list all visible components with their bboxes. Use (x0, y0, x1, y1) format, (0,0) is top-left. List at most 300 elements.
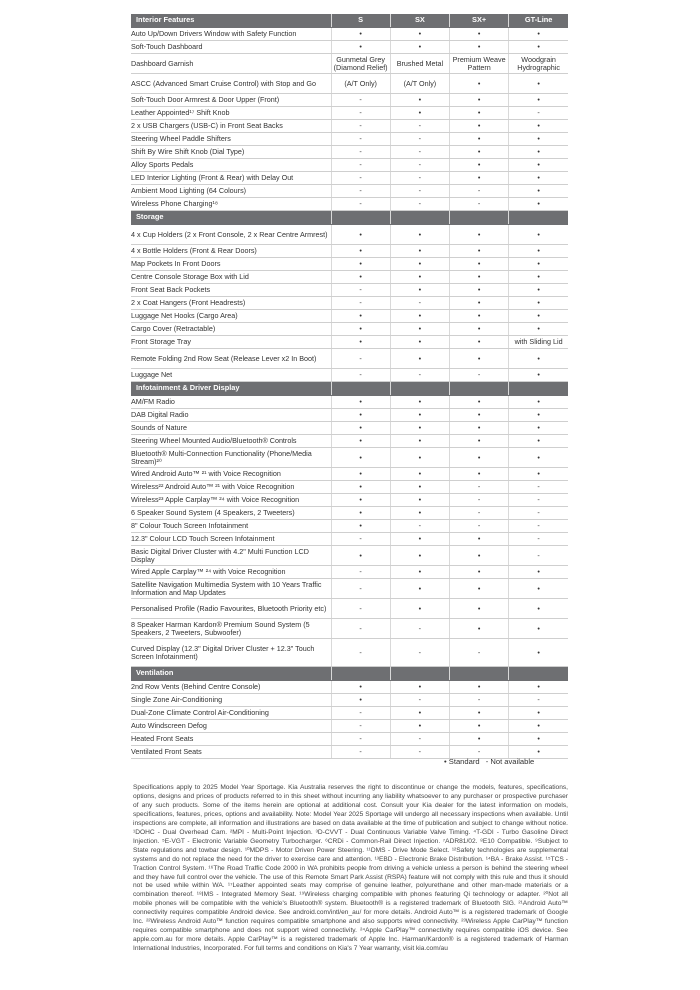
feature-value: • (450, 94, 509, 107)
feature-value: • (450, 579, 509, 599)
feature-value: - (509, 694, 568, 707)
feature-value: • (509, 323, 568, 336)
feature-name: 2 x Coat Hangers (Front Headrests) (131, 297, 331, 310)
table-row (131, 349, 568, 369)
feature-value: • (450, 133, 509, 146)
table-row (131, 619, 568, 639)
feature-value: - (331, 120, 390, 133)
feature-value: • (450, 566, 509, 579)
feature-name: 8 Speaker Harman Kardon® Premium Sound System (5 Speakers, 2 Tweeters, Subwoofer) (131, 619, 331, 639)
legend (440, 757, 534, 766)
feature-value: - (390, 733, 449, 746)
feature-value: • (450, 172, 509, 185)
table-row (131, 146, 568, 159)
table-row (131, 448, 568, 468)
feature-value: • (390, 284, 449, 297)
feature-name: 6 Speaker Sound System (4 Speakers, 2 Tweeters) (131, 507, 331, 520)
feature-value: • (390, 323, 449, 336)
table-row (131, 720, 568, 733)
feature-name: Ambient Mood Lighting (64 Colours) (131, 185, 331, 198)
feature-value: • (509, 185, 568, 198)
feature-value: • (450, 245, 509, 258)
feature-value: • (509, 369, 568, 382)
feature-value: • (450, 159, 509, 172)
feature-value: • (450, 681, 509, 694)
feature-name: 2nd Row Vents (Behind Centre Console) (131, 681, 331, 694)
feature-value: - (390, 619, 449, 639)
feature-name: 4 x Cup Holders (2 x Front Console, 2 x Rear Centre Armrest) (131, 225, 331, 245)
feature-value: • (509, 133, 568, 146)
feature-value: - (450, 507, 509, 520)
feature-value: • (331, 258, 390, 271)
feature-value: - (331, 533, 390, 546)
feature-value: • (390, 546, 449, 566)
feature-value: • (390, 448, 449, 468)
feature-value: • (509, 579, 568, 599)
feature-value: • (509, 159, 568, 172)
section-header (131, 14, 568, 28)
feature-value: • (390, 245, 449, 258)
feature-value: • (509, 245, 568, 258)
feature-name: Luggage Net Hooks (Cargo Area) (131, 310, 331, 323)
feature-value: • (509, 310, 568, 323)
feature-value: • (331, 694, 390, 707)
section-header-cell (390, 382, 449, 396)
feature-name: 2 x USB Chargers (USB-C) in Front Seat Backs (131, 120, 331, 133)
feature-value: - (390, 120, 449, 133)
feature-value: - (450, 494, 509, 507)
feature-value: - (331, 349, 390, 369)
feature-value: - (390, 639, 449, 667)
feature-value: • (390, 533, 449, 546)
feature-value: • (509, 28, 568, 41)
feature-value: • (390, 599, 449, 619)
feature-name: Auto Up/Down Drivers Window with Safety Function (131, 28, 331, 41)
feature-value: - (450, 520, 509, 533)
feature-value: - (331, 746, 390, 759)
feature-value: • (390, 41, 449, 54)
feature-value: - (450, 185, 509, 198)
feature-value: • (331, 494, 390, 507)
table-row (131, 520, 568, 533)
section-title: Interior Features (131, 14, 331, 28)
feature-value: • (450, 120, 509, 133)
feature-value: • (450, 310, 509, 323)
table-row (131, 481, 568, 494)
table-row (131, 707, 568, 720)
feature-value: - (450, 198, 509, 211)
feature-value: - (450, 639, 509, 667)
feature-value: • (331, 422, 390, 435)
feature-name: Basic Digital Driver Cluster with 4.2" Multi Function LCD Display (131, 546, 331, 566)
feature-value: • (450, 396, 509, 409)
feature-value: • (509, 707, 568, 720)
feature-value: - (331, 619, 390, 639)
feature-name: Single Zone Air-Conditioning (131, 694, 331, 707)
feature-name: Centre Console Storage Box with Lid (131, 271, 331, 284)
table-row (131, 369, 568, 382)
feature-name: Map Pockets In Front Doors (131, 258, 331, 271)
table-row (131, 284, 568, 297)
feature-value: • (450, 258, 509, 271)
feature-value: • (509, 448, 568, 468)
feature-value: • (331, 468, 390, 481)
table-row (131, 533, 568, 546)
feature-name: Steering Wheel Mounted Audio/Bluetooth® Controls (131, 435, 331, 448)
feature-value: • (450, 546, 509, 566)
legend-not-available: - Not available (485, 757, 535, 766)
feature-value: with Sliding Lid (509, 336, 568, 349)
feature-value: • (390, 681, 449, 694)
feature-name: Front Seat Back Pockets (131, 284, 331, 297)
table-row (131, 120, 568, 133)
feature-value: - (390, 369, 449, 382)
feature-value: - (331, 133, 390, 146)
table-row (131, 694, 568, 707)
table-row (131, 133, 568, 146)
feature-value: • (390, 507, 449, 520)
feature-value: • (331, 435, 390, 448)
section-header (131, 211, 568, 225)
feature-value: - (390, 133, 449, 146)
feature-value: • (509, 225, 568, 245)
table-row (131, 494, 568, 507)
specifications-table (131, 14, 568, 759)
section-header-cell (390, 211, 449, 225)
table-row (131, 159, 568, 172)
feature-value: • (390, 481, 449, 494)
table-row (131, 245, 568, 258)
table-row (131, 409, 568, 422)
feature-name: Wireless²² Android Auto™ ²¹ with Voice Recognition (131, 481, 331, 494)
feature-value: - (390, 185, 449, 198)
feature-value: • (509, 349, 568, 369)
feature-value: • (450, 422, 509, 435)
feature-value: • (331, 41, 390, 54)
feature-name: AM/FM Radio (131, 396, 331, 409)
table-row (131, 198, 568, 211)
feature-name: Curved Display (12.3" Digital Driver Cluster + 12.3" Touch Screen Infotainment) (131, 639, 331, 667)
feature-value: • (331, 323, 390, 336)
variant-header: SX+ (450, 14, 509, 28)
feature-value: • (509, 258, 568, 271)
feature-value: - (509, 107, 568, 120)
feature-value: • (509, 297, 568, 310)
section-header-cell (331, 667, 390, 681)
feature-value: • (450, 146, 509, 159)
feature-name: LED Interior Lighting (Front & Rear) with Delay Out (131, 172, 331, 185)
feature-value: - (331, 159, 390, 172)
legend-standard: • Standard (444, 757, 480, 766)
feature-name: Personalised Profile (Radio Favourites, Bluetooth Priority etc) (131, 599, 331, 619)
feature-value: - (509, 520, 568, 533)
feature-value: - (331, 107, 390, 120)
feature-value: • (331, 28, 390, 41)
feature-value: • (390, 225, 449, 245)
feature-value: • (390, 468, 449, 481)
feature-value: • (390, 349, 449, 369)
feature-value: • (509, 746, 568, 759)
table-row (131, 422, 568, 435)
feature-value: • (390, 336, 449, 349)
feature-value: • (450, 336, 509, 349)
section-title: Infotainment & Driver Display (131, 382, 331, 396)
feature-value: • (390, 396, 449, 409)
feature-value: • (509, 120, 568, 133)
feature-value: • (509, 619, 568, 639)
disclaimer-text: Specifications apply to 2025 Model Year Sportage. Kia Australia reserves the right to discontinue or change the models, features, specifications, options, designs and prices of products referred to in this sheet without incurring any liability whatsoever to any purchaser or prospective purchaser of any such products. Some of the items herein are optional at additional cost. Consult your Kia dealer for the latest information on models, specifications, features, prices, options and availability. Note: Model Year 2025 Sportage will undergo all necessary inspections when available. Until inspections are complete, all information and illustrations are based on data available at the time of publication and subject to change without notice. ¹DOHC - Dual Overhead Cam. ²MPI - Multi-Point Injection. ³D-CVVT - Dual Continuous Variable Valve Timing. ⁴T-GDI - Turbo Gasoline Direct Injection. ⁵E-VGT - Electronic Variable Geometry Turbocharger. ⁶CRDi - Common-Rail Direct Injection. ⁷ADR81/02. ⁸E10 Compatible. ⁹Subject to State regulations and towbar design. ¹⁰MDPS - Motor Driven Power Steering. ¹¹DMS - Drive Mode Select. ¹²Safety technologies are supplemental systems and do not replace the need for the driver to exercise care and attention. ¹³EBD - Electronic Brake Distribution. ¹⁴BA - Brake Assist. ¹⁵TCS - Traction Control System. ¹⁶The Road Traffic Code 2000 in WA prohibits people from driving a vehicle unless a person is behind the steering wheel and they have full control over the vehicle. The use of this Remote Smart Park Assist (RSPA) feature will not comply with this rule and thus it should not be used while within WA. ¹⁷Leather appointed seats may comprise of genuine leather, polyurethane and other man-made materials or a combination thereof. ¹⁸IMS - Integrated Memory Seat. ¹⁹Wireless charging compatible with phones featuring Qi technology or adapter. ²⁰Not all mobile phones will be compatible with the vehicle's Bluetooth® system. Bluetooth® is a registered trademark of Bluetooth SIG. ²¹Android Auto™ connectivity requires compatible Android device. See android.com/intl/en_au/ for more details. Android Auto™ is a registered trademark of Google Inc. ²²Wireless Android Auto™ function requires compatible smartphone and also supports wired connectivity. ²³Wireless Apple CarPlay™ function requires compatible smartphone and does not support wired connectivity. ²⁴Apple CarPlay™ connectivity requires compatible iOS device. See apple.com.au for more details. Apple CarPlay™ is a registered trademark of Apple Inc. Harman/Kardon® is a registered trademark of Harman International Industries, Incorporated. For full terms and conditions on Kia's 7 Year warranty, visit kia.com/au (133, 784, 568, 953)
feature-value: (A/T Only) (390, 74, 449, 94)
feature-value: • (509, 733, 568, 746)
feature-name: Sounds of Nature (131, 422, 331, 435)
feature-value: • (509, 435, 568, 448)
feature-name: Cargo Cover (Retractable) (131, 323, 331, 336)
feature-name: Shift By Wire Shift Knob (Dial Type) (131, 146, 331, 159)
feature-name: Auto Windscreen Defog (131, 720, 331, 733)
feature-value: • (331, 507, 390, 520)
feature-value: Gunmetal Grey (Diamond Relief) (331, 54, 390, 74)
feature-value: - (331, 720, 390, 733)
feature-value: • (390, 409, 449, 422)
table-row (131, 733, 568, 746)
feature-value: • (450, 619, 509, 639)
feature-value: • (450, 707, 509, 720)
feature-value: • (390, 707, 449, 720)
feature-value: • (509, 468, 568, 481)
table-row (131, 41, 568, 54)
feature-value: - (331, 146, 390, 159)
feature-value: • (331, 271, 390, 284)
table-row (131, 599, 568, 619)
section-header-cell (331, 382, 390, 396)
feature-value: - (331, 707, 390, 720)
feature-name: Satellite Navigation Multimedia System with 10 Years Traffic Information and Map Updates (131, 579, 331, 599)
feature-value: • (390, 566, 449, 579)
table-row (131, 185, 568, 198)
table-row (131, 546, 568, 566)
feature-value: • (509, 94, 568, 107)
feature-value: Woodgrain Hydrographic (509, 54, 568, 74)
feature-value: • (509, 422, 568, 435)
feature-value: - (331, 185, 390, 198)
table-row (131, 435, 568, 448)
feature-name: Alloy Sports Pedals (131, 159, 331, 172)
feature-name: Heated Front Seats (131, 733, 331, 746)
section-header (131, 382, 568, 396)
feature-value: • (450, 297, 509, 310)
feature-name: Leather Appointed¹⁷ Shift Knob (131, 107, 331, 120)
section-header-cell (331, 211, 390, 225)
feature-name: Dual-Zone Climate Control Air-Conditioning (131, 707, 331, 720)
section-header-cell (450, 382, 509, 396)
feature-value: • (509, 198, 568, 211)
feature-value: - (450, 369, 509, 382)
feature-value: - (390, 172, 449, 185)
feature-value: - (331, 172, 390, 185)
feature-value: • (390, 435, 449, 448)
feature-value: • (509, 74, 568, 94)
feature-value: • (390, 28, 449, 41)
spec-sheet (131, 14, 568, 759)
feature-value: • (331, 520, 390, 533)
feature-value: • (509, 639, 568, 667)
feature-value: • (331, 310, 390, 323)
feature-value: - (390, 198, 449, 211)
feature-value: • (331, 245, 390, 258)
table-row (131, 225, 568, 245)
feature-value: - (390, 520, 449, 533)
table-row (131, 172, 568, 185)
feature-value: • (390, 94, 449, 107)
feature-name: Wireless Phone Charging¹⁸ (131, 198, 331, 211)
feature-value: - (331, 369, 390, 382)
table-row (131, 94, 568, 107)
feature-value: • (390, 271, 449, 284)
table-row (131, 28, 568, 41)
table-row (131, 396, 568, 409)
feature-value: - (390, 746, 449, 759)
feature-name: Luggage Net (131, 369, 331, 382)
feature-value: • (450, 720, 509, 733)
section-header-cell (450, 667, 509, 681)
feature-value: - (450, 481, 509, 494)
feature-value: - (390, 297, 449, 310)
feature-value: (A/T Only) (331, 74, 390, 94)
variant-header: GT-Line (509, 14, 568, 28)
feature-value: Brushed Metal (390, 54, 449, 74)
table-row (131, 639, 568, 667)
feature-value: • (450, 107, 509, 120)
feature-value: - (390, 694, 449, 707)
feature-value: • (450, 733, 509, 746)
table-row (131, 579, 568, 599)
feature-value: - (509, 507, 568, 520)
table-row (131, 323, 568, 336)
table-row (131, 507, 568, 520)
feature-value: • (450, 271, 509, 284)
feature-value: • (509, 599, 568, 619)
feature-value: - (509, 494, 568, 507)
feature-name: Wired Android Auto™ ²¹ with Voice Recognition (131, 468, 331, 481)
feature-value: • (390, 258, 449, 271)
feature-value: • (450, 599, 509, 619)
table-row (131, 107, 568, 120)
feature-value: • (331, 396, 390, 409)
feature-value: • (450, 435, 509, 448)
feature-value: • (509, 172, 568, 185)
feature-name: Remote Folding 2nd Row Seat (Release Lever x2 In Boot) (131, 349, 331, 369)
feature-value: • (450, 409, 509, 422)
feature-value: • (390, 310, 449, 323)
feature-value: • (390, 422, 449, 435)
variant-header: SX (390, 14, 449, 28)
feature-value: • (450, 225, 509, 245)
feature-value: • (509, 146, 568, 159)
feature-value: - (331, 94, 390, 107)
section-title: Ventilation (131, 667, 331, 681)
feature-name: Ventilated Front Seats (131, 746, 331, 759)
feature-value: • (509, 284, 568, 297)
table-row (131, 336, 568, 349)
feature-value: - (331, 297, 390, 310)
section-header-cell (390, 667, 449, 681)
feature-value: • (331, 481, 390, 494)
feature-value: • (509, 41, 568, 54)
feature-name: Front Storage Tray (131, 336, 331, 349)
feature-name: Steering Wheel Paddle Shifters (131, 133, 331, 146)
table-row (131, 310, 568, 323)
feature-value: • (331, 546, 390, 566)
feature-name: Dashboard Garnish (131, 54, 331, 74)
feature-value: • (450, 41, 509, 54)
feature-value: Premium Weave Pattern (450, 54, 509, 74)
feature-value: - (450, 746, 509, 759)
feature-value: • (450, 468, 509, 481)
section-header-cell (450, 211, 509, 225)
feature-value: - (509, 546, 568, 566)
feature-name: Bluetooth® Multi-Connection Functionality (Phone/Media Stream)²⁰ (131, 448, 331, 468)
table-row (131, 54, 568, 74)
feature-value: - (331, 599, 390, 619)
feature-value: • (509, 409, 568, 422)
feature-value: - (331, 639, 390, 667)
table-row (131, 468, 568, 481)
variant-header: S (331, 14, 390, 28)
section-header (131, 667, 568, 681)
feature-value: • (509, 720, 568, 733)
feature-name: ASCC (Advanced Smart Cruise Control) with Stop and Go (131, 74, 331, 94)
table-row (131, 271, 568, 284)
feature-value: • (331, 225, 390, 245)
feature-value: - (450, 694, 509, 707)
feature-value: - (331, 198, 390, 211)
feature-value: - (331, 733, 390, 746)
feature-value: - (390, 146, 449, 159)
feature-value: • (509, 681, 568, 694)
feature-value: • (331, 681, 390, 694)
feature-value: • (450, 448, 509, 468)
feature-value: • (450, 533, 509, 546)
feature-value: • (331, 448, 390, 468)
table-row (131, 74, 568, 94)
feature-value: - (390, 159, 449, 172)
feature-name: Wireless²³ Apple Carplay™ ²⁴ with Voice Recognition (131, 494, 331, 507)
feature-value: • (450, 349, 509, 369)
feature-name: Soft-Touch Door Armrest & Door Upper (Front) (131, 94, 331, 107)
feature-name: 12.3" Colour LCD Touch Screen Infotainment (131, 533, 331, 546)
feature-value: • (331, 409, 390, 422)
section-title: Storage (131, 211, 331, 225)
feature-name: 4 x Bottle Holders (Front & Rear Doors) (131, 245, 331, 258)
table-row (131, 258, 568, 271)
feature-value: • (509, 271, 568, 284)
feature-value: • (390, 720, 449, 733)
feature-value: • (509, 566, 568, 579)
feature-name: DAB Digital Radio (131, 409, 331, 422)
feature-value: • (450, 74, 509, 94)
feature-value: • (390, 494, 449, 507)
table-row (131, 681, 568, 694)
feature-value: • (390, 107, 449, 120)
feature-value: - (331, 579, 390, 599)
feature-value: • (450, 323, 509, 336)
table-row (131, 566, 568, 579)
section-header-cell (509, 382, 568, 396)
section-header-cell (509, 211, 568, 225)
feature-value: • (450, 284, 509, 297)
feature-name: Wired Apple Carplay™ ²⁴ with Voice Recognition (131, 566, 331, 579)
section-header-cell (509, 667, 568, 681)
